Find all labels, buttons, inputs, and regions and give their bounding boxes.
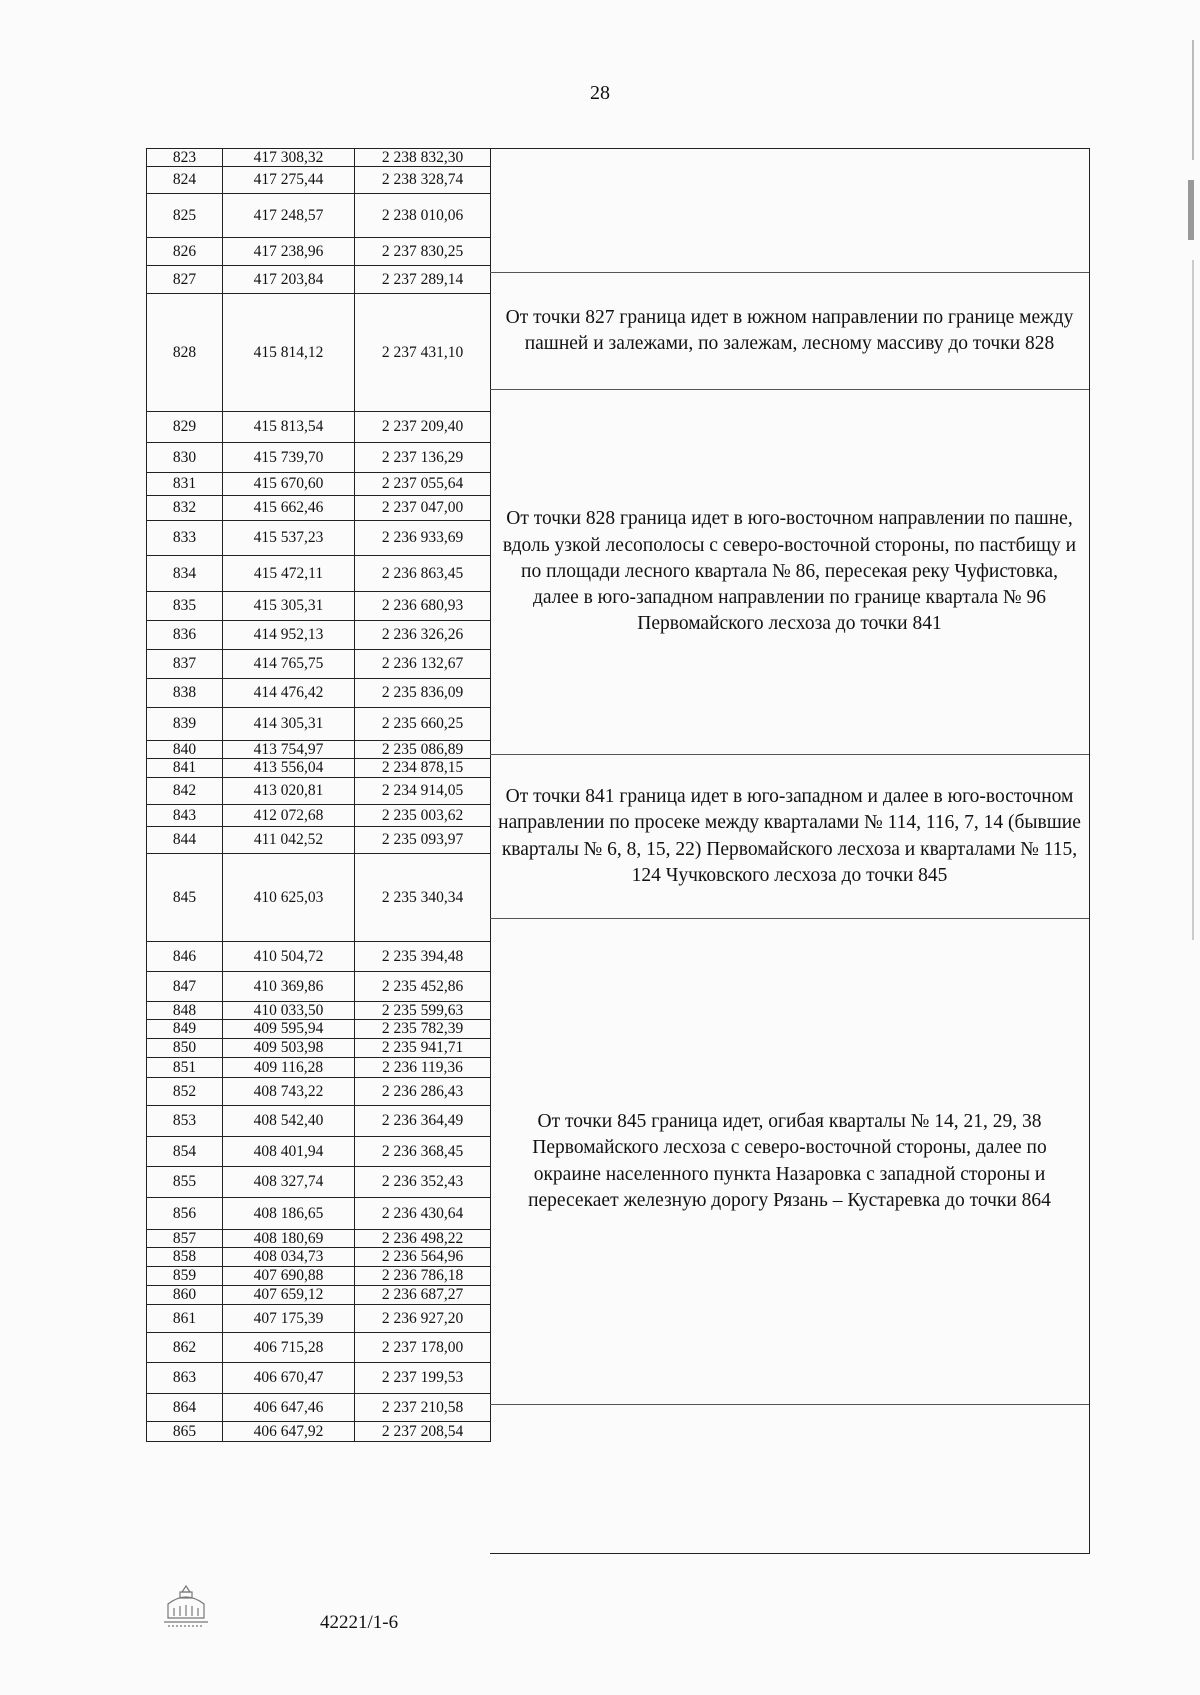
- y-coordinate-cell: 2 235 599,63: [355, 1002, 491, 1020]
- table-row: [147, 1230, 491, 1248]
- document-code: 42221/1-6: [320, 1612, 399, 1633]
- y-coordinate-cell: 2 235 340,34: [355, 854, 491, 942]
- point-number-cell: 864: [147, 1394, 223, 1422]
- y-coordinate-cell: 2 237 210,58: [355, 1394, 491, 1422]
- y-coordinate-cell: 2 237 136,29: [355, 443, 491, 473]
- table-row: [147, 854, 491, 942]
- y-coordinate-cell: 2 237 209,40: [355, 412, 491, 443]
- point-number-cell: 827: [147, 266, 223, 294]
- point-number-cell: 861: [147, 1305, 223, 1333]
- x-coordinate-cell: 406 715,28: [223, 1333, 355, 1363]
- table-row: [147, 827, 491, 854]
- y-coordinate-cell: 2 237 830,25: [355, 238, 491, 266]
- y-coordinate-cell: 2 235 394,48: [355, 942, 491, 972]
- point-number-cell: 830: [147, 443, 223, 473]
- y-coordinate-cell: 2 236 119,36: [355, 1058, 491, 1078]
- table-row: [147, 1248, 491, 1267]
- x-coordinate-cell: 409 595,94: [223, 1020, 355, 1039]
- y-coordinate-cell: 2 235 452,86: [355, 972, 491, 1002]
- y-coordinate-cell: 2 236 132,67: [355, 650, 491, 679]
- point-number-cell: 842: [147, 778, 223, 805]
- table-row: [147, 805, 491, 827]
- point-number-cell: 832: [147, 496, 223, 521]
- y-coordinate-cell: 2 237 289,14: [355, 266, 491, 294]
- table-row: [147, 149, 491, 167]
- point-number-cell: 844: [147, 827, 223, 854]
- coordinates-table: [146, 148, 491, 1442]
- table-row: [147, 778, 491, 805]
- x-coordinate-cell: 408 401,94: [223, 1137, 355, 1167]
- point-number-cell: 853: [147, 1106, 223, 1137]
- table-row: [147, 496, 491, 521]
- point-number-cell: 831: [147, 473, 223, 496]
- table-row: [147, 759, 491, 778]
- point-number-cell: 826: [147, 238, 223, 266]
- point-number-cell: 848: [147, 1002, 223, 1020]
- x-coordinate-cell: 415 670,60: [223, 473, 355, 496]
- y-coordinate-cell: 2 236 326,26: [355, 621, 491, 650]
- x-coordinate-cell: 414 765,75: [223, 650, 355, 679]
- y-coordinate-cell: 2 237 199,53: [355, 1363, 491, 1394]
- x-coordinate-cell: 417 308,32: [223, 149, 355, 167]
- y-coordinate-cell: 2 237 431,10: [355, 294, 491, 412]
- table-row: [147, 1167, 491, 1198]
- x-coordinate-cell: 415 739,70: [223, 443, 355, 473]
- x-coordinate-cell: 409 116,28: [223, 1058, 355, 1078]
- y-coordinate-cell: 2 235 836,09: [355, 679, 491, 708]
- point-number-cell: 837: [147, 650, 223, 679]
- y-coordinate-cell: 2 237 047,00: [355, 496, 491, 521]
- point-number-cell: 829: [147, 412, 223, 443]
- x-coordinate-cell: 406 647,92: [223, 1422, 355, 1442]
- table-row: [147, 294, 491, 412]
- y-coordinate-cell: 2 236 430,64: [355, 1198, 491, 1230]
- point-number-cell: 854: [147, 1137, 223, 1167]
- table-row: [147, 521, 491, 556]
- point-number-cell: 840: [147, 741, 223, 759]
- table-row: [147, 556, 491, 592]
- table-row: [147, 1267, 491, 1286]
- table-row: [147, 708, 491, 741]
- table-row: [147, 443, 491, 473]
- point-number-cell: 833: [147, 521, 223, 556]
- x-coordinate-cell: 408 180,69: [223, 1230, 355, 1248]
- x-coordinate-cell: 415 305,31: [223, 592, 355, 621]
- y-coordinate-cell: 2 238 832,30: [355, 149, 491, 167]
- x-coordinate-cell: 414 952,13: [223, 621, 355, 650]
- point-number-cell: 825: [147, 194, 223, 238]
- x-coordinate-cell: 408 327,74: [223, 1167, 355, 1198]
- x-coordinate-cell: 414 476,42: [223, 679, 355, 708]
- description-block: От точки 845 граница идет, огибая кварталы № 14, 21, 29, 38 Первомайского лесхоза с северо-восточной стороны, далее по окраине населенного пункта Назаровка с западной стороны и пересекает железную дорогу Рязань – Кустаревка до точки 864: [490, 919, 1089, 1405]
- x-coordinate-cell: 415 537,23: [223, 521, 355, 556]
- point-number-cell: 828: [147, 294, 223, 412]
- y-coordinate-cell: 2 235 003,62: [355, 805, 491, 827]
- y-coordinate-cell: 2 235 660,25: [355, 708, 491, 741]
- point-number-cell: 860: [147, 1286, 223, 1305]
- scan-margin-mark: [1192, 40, 1194, 160]
- x-coordinate-cell: 407 659,12: [223, 1286, 355, 1305]
- point-number-cell: 847: [147, 972, 223, 1002]
- y-coordinate-cell: 2 236 564,96: [355, 1248, 491, 1267]
- point-number-cell: 835: [147, 592, 223, 621]
- y-coordinate-cell: 2 236 863,45: [355, 556, 491, 592]
- description-block: От точки 827 граница идет в южном направлении по границе между пашней и залежами, по залежам, лесному массиву до точки 828: [490, 273, 1089, 390]
- point-number-cell: 823: [147, 149, 223, 167]
- point-number-cell: 824: [147, 167, 223, 194]
- table-row: [147, 1363, 491, 1394]
- point-number-cell: 855: [147, 1167, 223, 1198]
- x-coordinate-cell: 417 275,44: [223, 167, 355, 194]
- x-coordinate-cell: 408 034,73: [223, 1248, 355, 1267]
- description-block: От точки 828 граница идет в юго-восточном направлении по пашне, вдоль узкой лесополосы с северо-восточной стороны, по пастбищу и по площади лесного квартала № 86, пересекая реку Чуфистовка, далее в юго-западном направлении по границе квартала № 96 Первомайского лесхоза до точки 841: [490, 390, 1089, 755]
- point-number-cell: 863: [147, 1363, 223, 1394]
- point-number-cell: 838: [147, 679, 223, 708]
- x-coordinate-cell: 415 472,11: [223, 556, 355, 592]
- y-coordinate-cell: 2 236 364,49: [355, 1106, 491, 1137]
- y-coordinate-cell: 2 235 941,71: [355, 1039, 491, 1058]
- y-coordinate-cell: 2 234 914,05: [355, 778, 491, 805]
- x-coordinate-cell: 407 690,88: [223, 1267, 355, 1286]
- point-number-cell: 845: [147, 854, 223, 942]
- x-coordinate-cell: 408 542,40: [223, 1106, 355, 1137]
- point-number-cell: 859: [147, 1267, 223, 1286]
- scan-margin-mark: [1188, 180, 1194, 240]
- x-coordinate-cell: 411 042,52: [223, 827, 355, 854]
- point-number-cell: 857: [147, 1230, 223, 1248]
- x-coordinate-cell: 406 670,47: [223, 1363, 355, 1394]
- y-coordinate-cell: 2 235 782,39: [355, 1020, 491, 1039]
- x-coordinate-cell: 413 020,81: [223, 778, 355, 805]
- y-coordinate-cell: 2 236 786,18: [355, 1267, 491, 1286]
- table-row: [147, 238, 491, 266]
- point-number-cell: 862: [147, 1333, 223, 1363]
- point-number-cell: 836: [147, 621, 223, 650]
- table-row: [147, 1106, 491, 1137]
- table-row: [147, 1020, 491, 1039]
- table-row: [147, 1002, 491, 1020]
- x-coordinate-cell: 417 248,57: [223, 194, 355, 238]
- point-number-cell: 839: [147, 708, 223, 741]
- page-number: 28: [590, 82, 610, 104]
- table-row: [147, 473, 491, 496]
- description-block: [490, 149, 1089, 273]
- table-row: [147, 194, 491, 238]
- table-row: [147, 412, 491, 443]
- table-row: [147, 972, 491, 1002]
- point-number-cell: 834: [147, 556, 223, 592]
- table-row: [147, 592, 491, 621]
- table-row: [147, 167, 491, 194]
- table-row: [147, 1286, 491, 1305]
- y-coordinate-cell: 2 236 286,43: [355, 1078, 491, 1106]
- point-number-cell: 850: [147, 1039, 223, 1058]
- x-coordinate-cell: 413 556,04: [223, 759, 355, 778]
- y-coordinate-cell: 2 237 178,00: [355, 1333, 491, 1363]
- table-row: [147, 1137, 491, 1167]
- table-row: [147, 741, 491, 759]
- description-block: [490, 1405, 1089, 1553]
- point-number-cell: 846: [147, 942, 223, 972]
- point-number-cell: 841: [147, 759, 223, 778]
- x-coordinate-cell: 406 647,46: [223, 1394, 355, 1422]
- table-row: [147, 266, 491, 294]
- x-coordinate-cell: 415 814,12: [223, 294, 355, 412]
- y-coordinate-cell: 2 236 687,27: [355, 1286, 491, 1305]
- x-coordinate-cell: 410 625,03: [223, 854, 355, 942]
- table-row: [147, 1039, 491, 1058]
- x-coordinate-cell: 415 813,54: [223, 412, 355, 443]
- scan-margin-mark: [1192, 260, 1194, 940]
- table-row: [147, 1198, 491, 1230]
- table-row: [147, 1333, 491, 1363]
- table-row: [147, 1078, 491, 1106]
- point-number-cell: 851: [147, 1058, 223, 1078]
- y-coordinate-cell: 2 236 927,20: [355, 1305, 491, 1333]
- y-coordinate-cell: 2 236 680,93: [355, 592, 491, 621]
- x-coordinate-cell: 413 754,97: [223, 741, 355, 759]
- x-coordinate-cell: 410 504,72: [223, 942, 355, 972]
- x-coordinate-cell: 415 662,46: [223, 496, 355, 521]
- description-panel: [490, 148, 1090, 1554]
- table-row: [147, 1394, 491, 1422]
- coat-of-arms-stamp-icon: [160, 1582, 212, 1628]
- x-coordinate-cell: 408 743,22: [223, 1078, 355, 1106]
- table-row: [147, 1422, 491, 1442]
- point-number-cell: 852: [147, 1078, 223, 1106]
- y-coordinate-cell: 2 236 352,43: [355, 1167, 491, 1198]
- x-coordinate-cell: 414 305,31: [223, 708, 355, 741]
- y-coordinate-cell: 2 235 093,97: [355, 827, 491, 854]
- point-number-cell: 849: [147, 1020, 223, 1039]
- y-coordinate-cell: 2 238 010,06: [355, 194, 491, 238]
- x-coordinate-cell: 408 186,65: [223, 1198, 355, 1230]
- y-coordinate-cell: 2 235 086,89: [355, 741, 491, 759]
- table-row: [147, 942, 491, 972]
- x-coordinate-cell: 407 175,39: [223, 1305, 355, 1333]
- y-coordinate-cell: 2 238 328,74: [355, 167, 491, 194]
- point-number-cell: 843: [147, 805, 223, 827]
- table-row: [147, 679, 491, 708]
- x-coordinate-cell: 410 369,86: [223, 972, 355, 1002]
- point-number-cell: 856: [147, 1198, 223, 1230]
- y-coordinate-cell: 2 237 208,54: [355, 1422, 491, 1442]
- x-coordinate-cell: 417 203,84: [223, 266, 355, 294]
- table-row: [147, 1058, 491, 1078]
- table-row: [147, 621, 491, 650]
- point-number-cell: 858: [147, 1248, 223, 1267]
- table-row: [147, 650, 491, 679]
- point-number-cell: 865: [147, 1422, 223, 1442]
- y-coordinate-cell: 2 237 055,64: [355, 473, 491, 496]
- y-coordinate-cell: 2 236 498,22: [355, 1230, 491, 1248]
- description-block: От точки 841 граница идет в юго-западном и далее в юго-восточном направлении по просеке между кварталами № 114, 116, 7, 14 (бывшие кварталы № 6, 8, 15, 22) Первомайского лесхоза и кварталами № 115, 124 Чучковского лесхоза до точки 845: [490, 755, 1089, 919]
- x-coordinate-cell: 412 072,68: [223, 805, 355, 827]
- y-coordinate-cell: 2 234 878,15: [355, 759, 491, 778]
- x-coordinate-cell: 417 238,96: [223, 238, 355, 266]
- y-coordinate-cell: 2 236 933,69: [355, 521, 491, 556]
- x-coordinate-cell: 410 033,50: [223, 1002, 355, 1020]
- table-row: [147, 1305, 491, 1333]
- y-coordinate-cell: 2 236 368,45: [355, 1137, 491, 1167]
- x-coordinate-cell: 409 503,98: [223, 1039, 355, 1058]
